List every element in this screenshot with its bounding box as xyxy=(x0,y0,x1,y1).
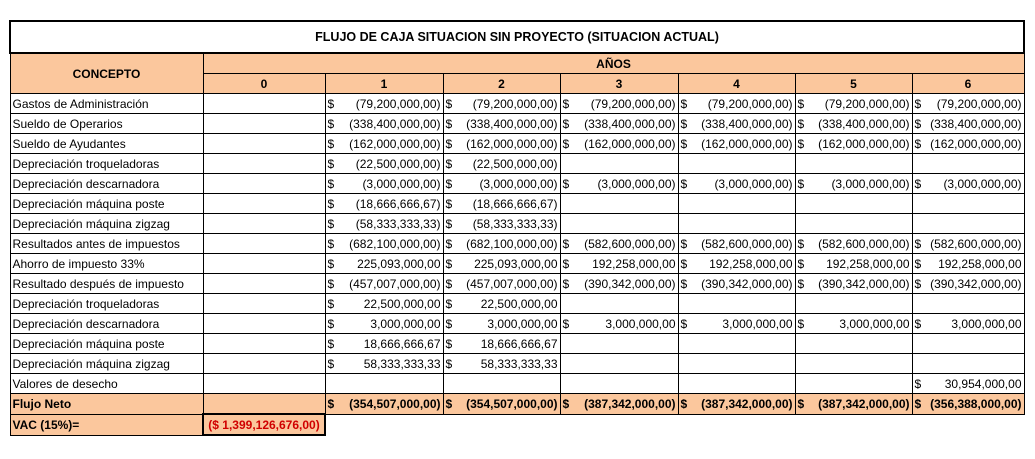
currency-symbol: $ xyxy=(914,236,922,251)
cell-value: (338,400,000,00) xyxy=(818,116,910,131)
row-label[interactable]: Depreciación troqueladoras xyxy=(10,154,203,174)
data-cell[interactable] xyxy=(443,274,560,294)
cell-value: (3,000,000,00) xyxy=(597,176,676,191)
currency-symbol: $ xyxy=(797,396,805,411)
table-row xyxy=(10,294,1024,314)
table-row xyxy=(10,334,1024,354)
data-cell[interactable] xyxy=(443,314,560,334)
vac-value[interactable]: ($ 1,399,126,676,00) xyxy=(203,414,325,435)
cell-value: 18,666,666,67 xyxy=(363,336,441,351)
data-cell[interactable] xyxy=(203,134,325,154)
data-cell[interactable] xyxy=(325,214,443,234)
currency-symbol: $ xyxy=(562,136,570,151)
currency-symbol: $ xyxy=(327,276,335,291)
currency-symbol: $ xyxy=(914,316,922,331)
currency-symbol: $ xyxy=(562,256,570,271)
cell-value: (354,507,000,00) xyxy=(349,396,441,411)
cell-value: (682,100,000,00) xyxy=(349,236,441,251)
currency-symbol: $ xyxy=(327,96,335,111)
total-cell[interactable] xyxy=(443,394,560,415)
currency-symbol: $ xyxy=(327,196,335,211)
data-cell[interactable] xyxy=(912,354,1024,374)
cell-value: (79,200,000,00) xyxy=(355,96,441,111)
data-cell[interactable] xyxy=(443,194,560,214)
data-cell[interactable] xyxy=(325,114,443,134)
data-cell[interactable] xyxy=(560,314,678,334)
cell-value: (58,333,333,33) xyxy=(472,216,558,231)
currency-symbol: $ xyxy=(327,296,335,311)
concept-header[interactable]: CONCEPTO xyxy=(10,53,203,94)
total-cell[interactable] xyxy=(795,394,912,415)
row-label[interactable]: Resultados antes de impuestos xyxy=(10,234,203,254)
data-cell[interactable] xyxy=(795,234,912,254)
cell-value: (338,400,000,00) xyxy=(466,116,558,131)
total-cell[interactable] xyxy=(912,394,1024,415)
total-row xyxy=(10,394,1024,415)
year-header-2[interactable]: 2 xyxy=(443,74,560,94)
row-label[interactable]: Depreciación troqueladoras xyxy=(10,294,203,314)
currency-symbol: $ xyxy=(914,376,922,391)
data-cell[interactable] xyxy=(795,254,912,274)
data-cell[interactable] xyxy=(678,94,795,114)
cell-value: (338,400,000,00) xyxy=(349,116,441,131)
row-label[interactable]: Depreciación máquina poste xyxy=(10,194,203,214)
data-cell[interactable] xyxy=(325,294,443,314)
currency-symbol: $ xyxy=(327,316,335,331)
data-cell[interactable] xyxy=(203,194,325,214)
data-cell[interactable] xyxy=(795,194,912,214)
data-cell[interactable] xyxy=(203,374,325,394)
total-cell[interactable] xyxy=(678,394,795,415)
cell-value: (3,000,000,00) xyxy=(831,176,910,191)
currency-symbol: $ xyxy=(327,396,335,411)
currency-symbol: $ xyxy=(680,276,688,291)
data-cell[interactable] xyxy=(443,334,560,354)
year-header-1[interactable]: 1 xyxy=(325,74,443,94)
empty-cell xyxy=(325,414,443,435)
data-cell[interactable] xyxy=(325,314,443,334)
data-cell[interactable] xyxy=(560,94,678,114)
cell-value: 58,333,333,33 xyxy=(480,356,558,371)
data-cell[interactable] xyxy=(325,154,443,174)
cell-value: (79,200,000,00) xyxy=(472,96,558,111)
cell-value: (582,600,000,00) xyxy=(930,236,1022,251)
data-cell[interactable] xyxy=(912,214,1024,234)
data-cell[interactable] xyxy=(678,134,795,154)
data-cell[interactable] xyxy=(795,114,912,134)
row-label[interactable]: Depreciación máquina zigzag xyxy=(10,214,203,234)
currency-symbol: $ xyxy=(797,176,805,191)
cell-value: 22,500,000,00 xyxy=(480,296,558,311)
total-cell[interactable] xyxy=(203,394,325,415)
data-cell[interactable] xyxy=(325,334,443,354)
data-cell[interactable] xyxy=(678,354,795,374)
row-label[interactable]: Gastos de Administración xyxy=(10,94,203,114)
currency-symbol: $ xyxy=(327,136,335,151)
currency-symbol: $ xyxy=(445,96,453,111)
table-row xyxy=(10,94,1024,114)
cell-value: 18,666,666,67 xyxy=(480,336,558,351)
currency-symbol: $ xyxy=(445,296,453,311)
data-cell[interactable] xyxy=(678,214,795,234)
data-cell[interactable] xyxy=(678,254,795,274)
table-row xyxy=(10,214,1024,234)
data-cell[interactable] xyxy=(912,334,1024,354)
cell-value: 22,500,000,00 xyxy=(363,296,441,311)
data-cell[interactable] xyxy=(795,354,912,374)
currency-symbol: $ xyxy=(562,116,570,131)
currency-symbol: $ xyxy=(445,336,453,351)
cell-value: 3,000,000,00 xyxy=(487,316,558,331)
data-cell[interactable] xyxy=(325,354,443,374)
sheet-title[interactable]: FLUJO DE CAJA SITUACION SIN PROYECTO (SITUACION ACTUAL) xyxy=(10,21,1024,53)
data-cell[interactable] xyxy=(560,174,678,194)
currency-symbol: $ xyxy=(680,256,688,271)
cell-value: 3,000,000,00 xyxy=(951,316,1022,331)
cell-value: (162,000,000,00) xyxy=(930,136,1022,151)
data-cell[interactable] xyxy=(912,174,1024,194)
cell-value: 30,954,000,00 xyxy=(944,376,1022,391)
data-cell[interactable] xyxy=(203,214,325,234)
table-row xyxy=(10,234,1024,254)
cell-value: (58,333,333,33) xyxy=(355,216,441,231)
data-cell[interactable] xyxy=(560,274,678,294)
cell-value: (3,000,000,00) xyxy=(479,176,558,191)
data-cell[interactable] xyxy=(795,174,912,194)
currency-symbol: $ xyxy=(797,236,805,251)
currency-symbol: $ xyxy=(562,316,570,331)
cell-value: (79,200,000,00) xyxy=(590,96,676,111)
currency-symbol: $ xyxy=(680,396,688,411)
currency-symbol: $ xyxy=(914,136,922,151)
currency-symbol: $ xyxy=(680,96,688,111)
data-cell[interactable] xyxy=(443,174,560,194)
currency-symbol: $ xyxy=(797,256,805,271)
currency-symbol: $ xyxy=(445,136,453,151)
data-cell[interactable] xyxy=(203,334,325,354)
currency-symbol: $ xyxy=(914,96,922,111)
data-cell[interactable] xyxy=(678,154,795,174)
cell-value: (387,342,000,00) xyxy=(701,396,793,411)
data-cell[interactable] xyxy=(443,154,560,174)
table-row xyxy=(10,134,1024,154)
data-cell[interactable] xyxy=(443,254,560,274)
currency-symbol: $ xyxy=(445,276,453,291)
cell-value: (18,666,666,67) xyxy=(355,196,441,211)
currency-symbol: $ xyxy=(445,196,453,211)
data-cell[interactable] xyxy=(203,294,325,314)
data-cell[interactable] xyxy=(560,194,678,214)
data-cell[interactable] xyxy=(795,334,912,354)
cell-value: 3,000,000,00 xyxy=(839,316,910,331)
cell-value: (390,342,000,00) xyxy=(930,276,1022,291)
currency-symbol: $ xyxy=(680,116,688,131)
currency-symbol: $ xyxy=(445,396,453,411)
row-label[interactable]: Valores de desecho xyxy=(10,374,203,394)
currency-symbol: $ xyxy=(445,176,453,191)
currency-symbol: $ xyxy=(327,116,335,131)
data-cell[interactable] xyxy=(678,194,795,214)
empty-cell xyxy=(443,414,560,435)
vac-row xyxy=(10,414,1024,435)
cell-value: (582,600,000,00) xyxy=(818,236,910,251)
currency-symbol: $ xyxy=(445,316,453,331)
cell-value: (162,000,000,00) xyxy=(701,136,793,151)
table-row xyxy=(10,314,1024,334)
currency-symbol: $ xyxy=(327,216,335,231)
currency-symbol: $ xyxy=(445,256,453,271)
data-cell[interactable] xyxy=(795,94,912,114)
cell-value: (390,342,000,00) xyxy=(701,276,793,291)
currency-symbol: $ xyxy=(562,396,570,411)
currency-symbol: $ xyxy=(680,176,688,191)
currency-symbol: $ xyxy=(327,336,335,351)
cell-value: (457,007,000,00) xyxy=(349,276,441,291)
table-row xyxy=(10,274,1024,294)
currency-symbol: $ xyxy=(914,396,922,411)
data-cell[interactable] xyxy=(795,154,912,174)
row-label[interactable]: Depreciación descarnadora xyxy=(10,314,203,334)
data-cell[interactable] xyxy=(325,194,443,214)
cell-value: 192,258,000,00 xyxy=(709,256,793,271)
data-cell[interactable] xyxy=(560,374,678,394)
cell-value: (162,000,000,00) xyxy=(349,136,441,151)
data-cell[interactable] xyxy=(912,274,1024,294)
cell-value: 58,333,333,33 xyxy=(363,356,441,371)
data-cell[interactable] xyxy=(560,354,678,374)
total-cell[interactable] xyxy=(560,394,678,415)
currency-symbol: $ xyxy=(680,136,688,151)
cell-value: 3,000,000,00 xyxy=(370,316,441,331)
empty-cell xyxy=(678,414,795,435)
data-cell[interactable] xyxy=(912,94,1024,114)
cell-value: (162,000,000,00) xyxy=(466,136,558,151)
row-label[interactable]: Depreciación máquina poste xyxy=(10,334,203,354)
cell-value: 225,093,000,00 xyxy=(474,256,558,271)
empty-cell xyxy=(795,414,912,435)
cell-value: (582,600,000,00) xyxy=(701,236,793,251)
currency-symbol: $ xyxy=(327,356,335,371)
year-header-3[interactable]: 3 xyxy=(560,74,678,94)
data-cell[interactable] xyxy=(795,134,912,154)
cell-value: (79,200,000,00) xyxy=(936,96,1022,111)
currency-symbol: $ xyxy=(562,96,570,111)
data-cell[interactable] xyxy=(325,274,443,294)
cell-value: 192,258,000,00 xyxy=(826,256,910,271)
data-cell[interactable] xyxy=(795,294,912,314)
currency-symbol: $ xyxy=(680,236,688,251)
cell-value: (390,342,000,00) xyxy=(818,276,910,291)
data-cell[interactable] xyxy=(795,314,912,334)
data-cell[interactable] xyxy=(912,294,1024,314)
cell-value: (354,507,000,00) xyxy=(466,396,558,411)
data-cell[interactable] xyxy=(203,254,325,274)
data-cell[interactable] xyxy=(560,134,678,154)
year-header-0[interactable]: 0 xyxy=(203,74,325,94)
data-cell[interactable] xyxy=(203,274,325,294)
cell-value: (79,200,000,00) xyxy=(707,96,793,111)
empty-cell xyxy=(560,414,678,435)
data-cell[interactable] xyxy=(443,354,560,374)
data-cell[interactable] xyxy=(325,234,443,254)
currency-symbol: $ xyxy=(797,116,805,131)
data-cell[interactable] xyxy=(912,114,1024,134)
row-label[interactable]: Sueldo de Operarios xyxy=(10,114,203,134)
cell-value: (338,400,000,00) xyxy=(930,116,1022,131)
currency-symbol: $ xyxy=(562,276,570,291)
cell-value: 225,093,000,00 xyxy=(357,256,441,271)
currency-symbol: $ xyxy=(914,116,922,131)
data-cell[interactable] xyxy=(560,234,678,254)
data-cell[interactable] xyxy=(325,374,443,394)
row-label[interactable]: Ahorro de impuesto 33% xyxy=(10,254,203,274)
data-cell[interactable] xyxy=(443,234,560,254)
currency-symbol: $ xyxy=(797,316,805,331)
currency-symbol: $ xyxy=(562,176,570,191)
data-cell[interactable] xyxy=(912,374,1024,394)
data-cell[interactable] xyxy=(203,154,325,174)
data-cell[interactable] xyxy=(678,274,795,294)
data-cell[interactable] xyxy=(912,234,1024,254)
total-label[interactable]: Flujo Neto xyxy=(10,394,203,415)
currency-symbol: $ xyxy=(797,136,805,151)
data-cell[interactable] xyxy=(203,314,325,334)
cell-value: (79,200,000,00) xyxy=(824,96,910,111)
table-row xyxy=(10,194,1024,214)
table-row xyxy=(10,254,1024,274)
data-cell[interactable] xyxy=(678,374,795,394)
currency-symbol: $ xyxy=(562,236,570,251)
currency-symbol: $ xyxy=(445,236,453,251)
data-cell[interactable] xyxy=(560,154,678,174)
data-cell[interactable] xyxy=(795,214,912,234)
row-label[interactable]: Depreciación máquina zigzag xyxy=(10,354,203,374)
cell-value: (3,000,000,00) xyxy=(943,176,1022,191)
year-header-4[interactable]: 4 xyxy=(678,74,795,94)
table-row xyxy=(10,154,1024,174)
cell-value: 3,000,000,00 xyxy=(605,316,676,331)
data-cell[interactable] xyxy=(795,374,912,394)
currency-symbol: $ xyxy=(327,236,335,251)
data-cell[interactable] xyxy=(443,114,560,134)
data-cell[interactable] xyxy=(912,134,1024,154)
data-cell[interactable] xyxy=(325,94,443,114)
data-cell[interactable] xyxy=(678,314,795,334)
data-cell[interactable] xyxy=(678,114,795,134)
data-cell[interactable] xyxy=(325,254,443,274)
cell-value: (3,000,000,00) xyxy=(714,176,793,191)
cell-value: (457,007,000,00) xyxy=(466,276,558,291)
cell-value: (387,342,000,00) xyxy=(584,396,676,411)
cell-value: (22,500,000,00) xyxy=(355,156,441,171)
data-cell[interactable] xyxy=(560,214,678,234)
cell-value: (3,000,000,00) xyxy=(362,176,441,191)
cell-value: (356,388,000,00) xyxy=(930,396,1022,411)
currency-symbol: $ xyxy=(445,116,453,131)
data-cell[interactable] xyxy=(678,174,795,194)
cell-value: (162,000,000,00) xyxy=(818,136,910,151)
table-row xyxy=(10,354,1024,374)
data-cell[interactable] xyxy=(203,234,325,254)
data-cell[interactable] xyxy=(912,154,1024,174)
data-cell[interactable] xyxy=(203,94,325,114)
data-cell[interactable] xyxy=(203,174,325,194)
row-label[interactable]: Resultado después de impuesto xyxy=(10,274,203,294)
cell-value: 192,258,000,00 xyxy=(938,256,1022,271)
data-cell[interactable] xyxy=(443,294,560,314)
data-cell[interactable] xyxy=(203,114,325,134)
row-label[interactable]: Sueldo de Ayudantes xyxy=(10,134,203,154)
table-row xyxy=(10,174,1024,194)
row-label[interactable]: Depreciación descarnadora xyxy=(10,174,203,194)
data-cell[interactable] xyxy=(443,214,560,234)
currency-symbol: $ xyxy=(797,96,805,111)
year-header-5[interactable]: 5 xyxy=(795,74,912,94)
data-cell[interactable] xyxy=(560,114,678,134)
data-cell[interactable] xyxy=(325,134,443,154)
years-header[interactable]: AÑOS xyxy=(203,53,1024,74)
cell-value: (22,500,000,00) xyxy=(472,156,558,171)
total-cell[interactable] xyxy=(325,394,443,415)
data-cell[interactable] xyxy=(912,254,1024,274)
currency-symbol: $ xyxy=(680,316,688,331)
cell-value: (162,000,000,00) xyxy=(584,136,676,151)
data-cell[interactable] xyxy=(678,234,795,254)
currency-symbol: $ xyxy=(327,176,335,191)
cell-value: (338,400,000,00) xyxy=(701,116,793,131)
currency-symbol: $ xyxy=(914,276,922,291)
cell-value: (682,100,000,00) xyxy=(466,236,558,251)
cell-value: 192,258,000,00 xyxy=(592,256,676,271)
cell-value: (338,400,000,00) xyxy=(584,116,676,131)
data-cell[interactable] xyxy=(203,354,325,374)
cell-value: (387,342,000,00) xyxy=(818,396,910,411)
data-cell[interactable] xyxy=(795,274,912,294)
cell-value: (18,666,666,67) xyxy=(472,196,558,211)
cell-value: 3,000,000,00 xyxy=(722,316,793,331)
data-cell[interactable] xyxy=(560,254,678,274)
data-cell[interactable] xyxy=(678,334,795,354)
cell-value: (582,600,000,00) xyxy=(584,236,676,251)
currency-symbol: $ xyxy=(327,156,335,171)
data-cell[interactable] xyxy=(560,334,678,354)
data-cell[interactable] xyxy=(443,374,560,394)
currency-symbol: $ xyxy=(445,216,453,231)
cash-flow-table xyxy=(9,20,1025,436)
cell-value: (390,342,000,00) xyxy=(584,276,676,291)
data-cell[interactable] xyxy=(912,194,1024,214)
empty-cell xyxy=(912,414,1024,435)
currency-symbol: $ xyxy=(914,176,922,191)
currency-symbol: $ xyxy=(797,276,805,291)
data-cell[interactable] xyxy=(678,294,795,314)
year-header-6[interactable]: 6 xyxy=(912,74,1024,94)
data-cell[interactable] xyxy=(912,314,1024,334)
table-row xyxy=(10,374,1024,394)
data-cell[interactable] xyxy=(443,94,560,114)
currency-symbol: $ xyxy=(445,156,453,171)
currency-symbol: $ xyxy=(445,356,453,371)
currency-symbol: $ xyxy=(327,256,335,271)
data-cell[interactable] xyxy=(443,134,560,154)
currency-symbol: $ xyxy=(914,256,922,271)
vac-label[interactable]: VAC (15%)= xyxy=(10,414,203,435)
data-cell[interactable] xyxy=(560,294,678,314)
data-cell[interactable] xyxy=(325,174,443,194)
table-row xyxy=(10,114,1024,134)
